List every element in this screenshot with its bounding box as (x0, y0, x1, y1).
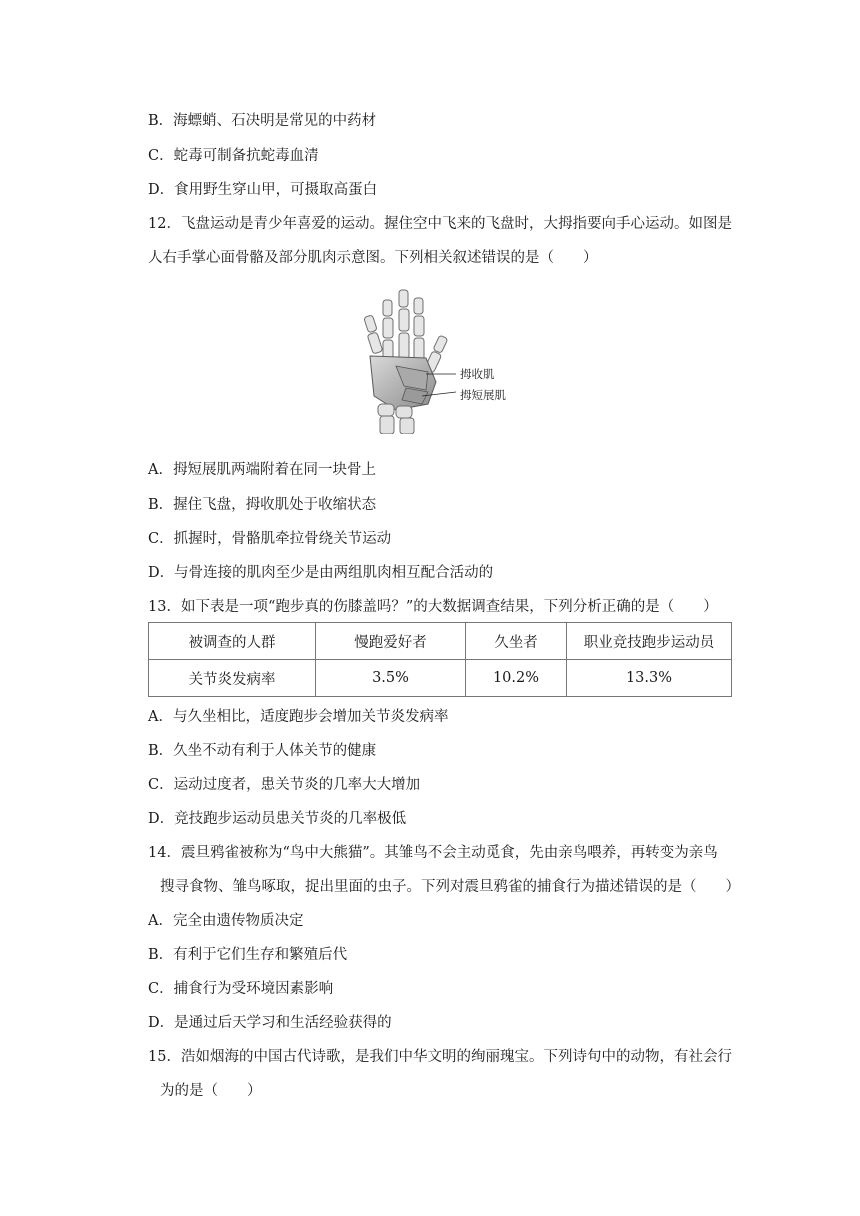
q13-option-c: C．运动过度者，患关节炎的几率大大增加 (148, 777, 421, 793)
table-cell: 关节炎发病率 (149, 660, 316, 697)
table-cell: 10.2% (466, 660, 567, 697)
hand-skeleton-illustration (356, 286, 512, 434)
table-cell: 13.3% (567, 660, 732, 697)
table-header-cell: 职业竞技跑步运动员 (567, 623, 732, 660)
table-header-cell: 被调查的人群 (149, 623, 316, 660)
table-row (149, 660, 732, 697)
q14-option-a: A．完全由遗传物质决定 (148, 913, 304, 929)
q11-option-b: B．海螵蛸、石决明是常见的中药材 (148, 113, 377, 129)
q13-option-a: A．与久坐相比，适度跑步会增加关节炎发病率 (148, 709, 449, 725)
q14-stem-line2: 搜寻食物、雏鸟啄取，捉出里面的虫子。下列对震旦鸦雀的捕食行为描述错误的是（ ） (160, 879, 740, 895)
table-header-cell: 慢跑爱好者 (316, 623, 466, 660)
table-header-row (149, 623, 732, 660)
q12-stem-line1: 12．飞盘运动是青少年喜爱的运动。握住空中飞来的飞盘时，大拇指要向手心运动。如图是 (148, 216, 732, 232)
table-cell: 3.5% (316, 660, 466, 697)
q12-option-b: B．握住飞盘，拇收肌处于收缩状态 (148, 497, 377, 513)
q13-stem: 13．如下表是一项“跑步真的伤膝盖吗？”的大数据调查结果，下列分析正确的是（ ） (148, 599, 718, 615)
hand-bones-figure (356, 286, 512, 434)
table-header-cell: 久坐者 (466, 623, 567, 660)
q13-option-b: B．久坐不动有利于人体关节的健康 (148, 743, 377, 759)
q14-option-b: B．有利于它们生存和繁殖后代 (148, 947, 348, 963)
q12-option-a: A．拇短展肌两端附着在同一块骨上 (148, 462, 376, 478)
q15-stem-line1: 15．浩如烟海的中国古代诗歌，是我们中华文明的绚丽瑰宝。下列诗句中的动物，有社会行 (148, 1049, 732, 1065)
q11-option-d: D．食用野生穿山甲，可摄取高蛋白 (148, 182, 378, 198)
q13-option-d: D．竞技跑步运动员患关节炎的几率极低 (148, 811, 407, 827)
abductor-pollicis-brevis-label: 拇短展肌 (460, 388, 506, 402)
q12-option-c: C．抓握时，骨骼肌牵拉骨绕关节运动 (148, 531, 392, 547)
q15-stem-line2: 为的是（ ） (160, 1083, 262, 1099)
q14-option-c: C．捕食行为受环境因素影响 (148, 981, 334, 997)
q11-option-c: C．蛇毒可制备抗蛇毒血清 (148, 148, 319, 164)
survey-table (148, 622, 732, 697)
adductor-pollicis-label: 拇收肌 (460, 367, 495, 381)
q14-stem-line1: 14．震旦鸦雀被称为“鸟中大熊猫”。其雏鸟不会主动觅食，先由亲鸟喂养，再转变为亲鸟 (148, 845, 718, 861)
q12-stem-line2: 人右手掌心面骨骼及部分肌肉示意图。下列相关叙述错误的是（ ） (148, 250, 598, 266)
q14-option-d: D．是通过后天学习和生活经验获得的 (148, 1015, 392, 1031)
q12-option-d: D．与骨连接的肌肉至少是由两组肌肉相互配合活动的 (148, 565, 494, 581)
